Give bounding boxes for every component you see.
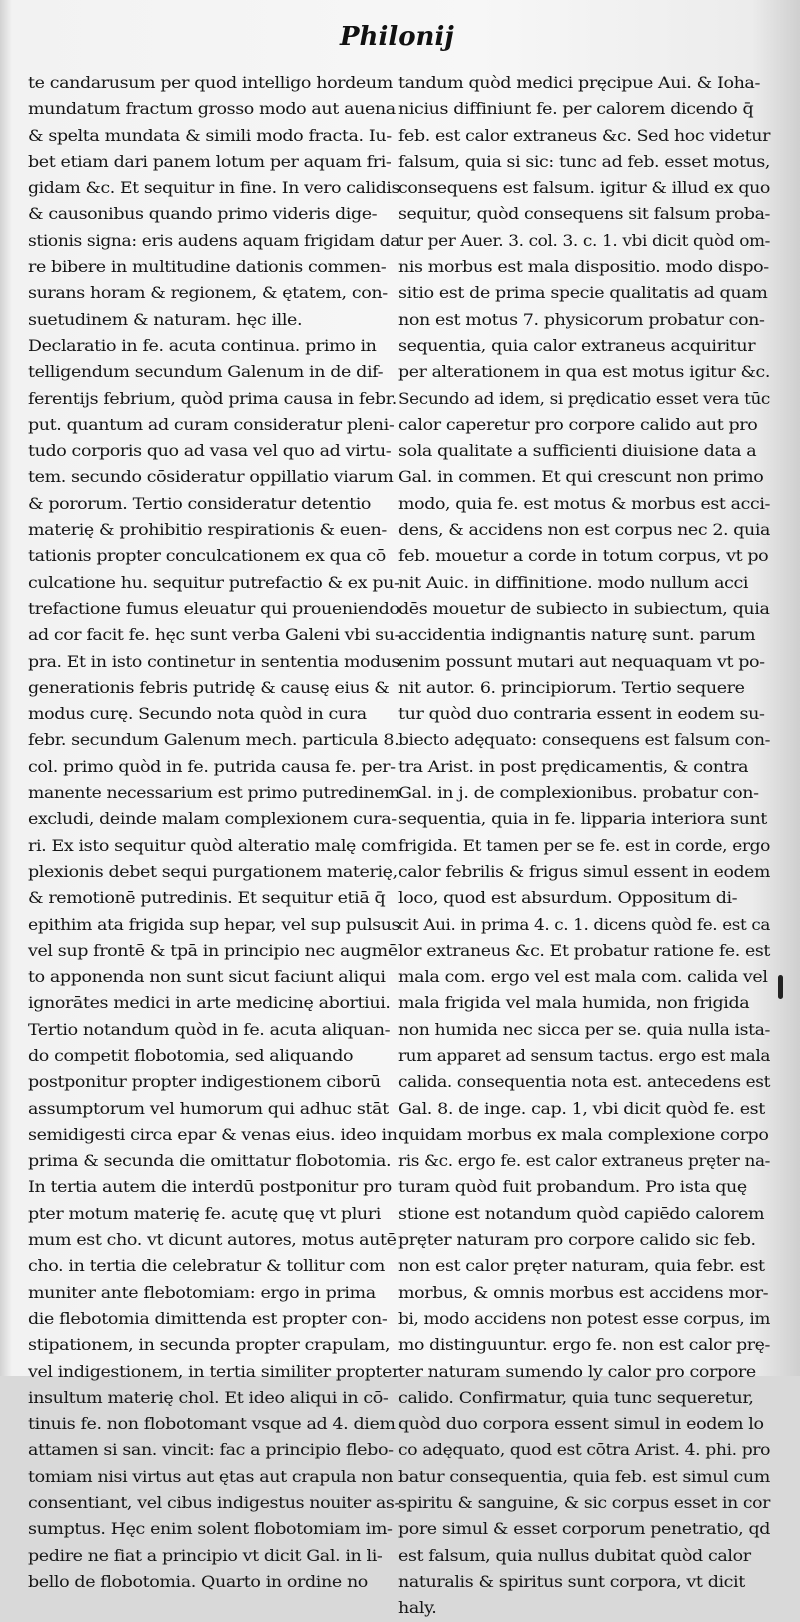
text-line: re bibere in multitudine dationis commen- <box>28 258 387 277</box>
text-line: naturalis & spiritus sunt corpora, vt dicit <box>398 1572 745 1591</box>
text-line: to apponenda non sunt sicut faciunt aliqui <box>28 968 386 987</box>
running-head: Philonij <box>340 22 454 52</box>
text-line: telligendum secundum Galenum in de dif- <box>28 363 384 382</box>
text-line: sumptus. Hęc enim solent flobotomiam im- <box>28 1520 393 1539</box>
text-line: Gal. in j. de complexionibus. probatur con- <box>398 784 759 803</box>
text-line: do competit flobotomia, sed aliquando <box>28 1046 354 1065</box>
text-line: sola qualitate a sufficienti diuisione data a <box>398 442 757 461</box>
text-line: ter naturam sumendo ly calor pro corpore <box>398 1362 756 1381</box>
text-line: Gal. in commen. Et qui crescunt non primo <box>398 468 764 487</box>
text-line: falsum, quia si sic: tunc ad feb. esset motus, <box>398 152 770 171</box>
text-line: co adęquato, quod est cōtra Arist. 4. phi. pro <box>398 1441 770 1460</box>
text-line: tur per Auer. 3. col. 3. c. 1. vbi dicit quòd om- <box>398 231 770 250</box>
text-line: dēs mouetur de subiecto in subiectum, quia <box>398 599 770 618</box>
text-line: enim possunt mutari aut nequaquam vt po- <box>398 652 765 671</box>
text-line: pore simul & esset corporum penetratio, qd <box>398 1520 770 1539</box>
text-line: surans horam & regionem, & ętatem, con- <box>28 284 388 303</box>
text-line: pręter naturam pro corpore calido sic feb. <box>398 1231 756 1250</box>
text-line: quidam morbus ex mala complexione corpo <box>398 1125 769 1144</box>
text-line: pra. Et in isto continetur in sententia modus <box>28 652 401 671</box>
text-line: biecto adęquato: consequens est falsum con- <box>398 731 770 750</box>
text-line: vel sup frontē & tpā in principio nec augmē <box>28 941 398 960</box>
text-line: trefactione fumus eleuatur qui proueniendo <box>28 599 400 618</box>
text-line: bi, modo accidens non potest esse corpus, im <box>398 1309 770 1328</box>
text-line: loco, quod est absurdum. Oppositum di- <box>398 889 738 908</box>
text-line: cit Aui. in prima 4. c. 1. dicens quòd fe. est ca <box>398 915 770 934</box>
margin-ink-mark <box>778 975 783 999</box>
text-line: est falsum, quia nullus dubitat quòd calor <box>398 1546 751 1565</box>
text-line: & pororum. Tertio consideratur detentio <box>28 494 372 513</box>
text-line: non humida nec sicca per se. quia nulla ista- <box>398 1020 770 1039</box>
text-line: sitio est de prima specie qualitatis ad quam <box>398 284 768 303</box>
text-line: epithim ata frigida sup hepar, vel sup pulsus <box>28 915 400 934</box>
text-line: Secundo ad idem, si prędicatio esset vera tūc <box>398 389 770 408</box>
text-line: consentiant, vel cibus indigestus nouiter as- <box>28 1494 400 1513</box>
text-line: calor febrilis & frigus simul essent in eodem <box>398 862 770 881</box>
text-line: Declaratio in fe. acuta continua. primo in <box>28 336 377 355</box>
text-line: calida. consequentia nota est. antecedens est <box>398 1073 770 1092</box>
text-line: tationis propter conculcationem ex qua cō <box>28 547 386 566</box>
text-line: generationis febris putridę & causę eius & <box>28 678 390 697</box>
text-line: tinuis fe. non flobotomant vsque ad 4. diem <box>28 1415 396 1434</box>
text-line: ferentijs febrium, quòd prima causa in febr. <box>28 389 397 408</box>
text-line: bello de flobotomia. Quarto in ordine no <box>28 1572 368 1591</box>
text-line: pter motum materię fe. acutę quę vt pluri <box>28 1204 381 1223</box>
text-line: consequens est falsum. igitur & illud ex quo <box>398 179 770 198</box>
left-text-column <box>28 70 400 1595</box>
text-line: feb. est calor extraneus &c. Sed hoc videtur <box>398 126 770 145</box>
text-line: assumptorum vel humorum qui adhuc stāt <box>28 1099 389 1118</box>
text-line: sequentia, quia calor extraneus acquiritur <box>398 336 756 355</box>
text-line: insultum materię chol. Et ideo aliqui in cō- <box>28 1388 389 1407</box>
text-line: gidam &c. Et sequitur in fine. In vero calidis <box>28 179 400 198</box>
text-line: feb. mouetur a corde in totum corpus, vt po <box>398 547 769 566</box>
text-line: sequitur, quòd consequens sit falsum proba- <box>398 205 770 224</box>
text-line: & remotionē putredinis. Et sequitur etiā q̄ <box>28 889 386 908</box>
text-line: suetudinem & naturam. hęc ille. <box>28 310 303 329</box>
text-line: ri. Ex isto sequitur quòd alteratio malę com <box>28 836 397 855</box>
text-line: semidigesti circa epar & venas eius. ideo in <box>28 1125 398 1144</box>
text-line: materię & prohibitio respirationis & euen- <box>28 521 387 540</box>
text-line: tandum quòd medici pręcipue Aui. & Ioha- <box>398 74 760 92</box>
text-line: lor extraneus &c. Et probatur ratione fe. est <box>398 941 770 960</box>
text-line: plexionis debet sequi purgationem materię, <box>28 862 398 881</box>
text-line: haly. <box>398 1599 437 1618</box>
text-line: nit autor. 6. principiorum. Tertio sequere <box>398 678 745 697</box>
text-line: stione est notandum quòd capiēdo calorem <box>398 1204 765 1223</box>
text-line: accidentia indignantis naturę sunt. parum <box>398 626 756 645</box>
right-text-column <box>398 70 770 1622</box>
text-line: ris &c. ergo fe. est calor extraneus pręter na- <box>398 1152 770 1171</box>
text-line: rum apparet ad sensum tactus. ergo est mala <box>398 1046 770 1065</box>
text-line: manente necessarium est primo putredinem <box>28 784 400 803</box>
text-line: vel indigestionem, in tertia similiter propter <box>28 1362 401 1381</box>
text-line: tra Arist. in post prędicamentis, & contra <box>398 757 749 776</box>
text-line: morbus, & omnis morbus est accidens mor- <box>398 1283 769 1302</box>
text-line: tem. secundo cōsideratur oppillatio viarum <box>28 468 394 487</box>
text-line: Tertio notandum quòd in fe. acuta aliquan- <box>28 1020 391 1039</box>
text-line: modus curę. Secundo nota quòd in cura <box>28 705 367 724</box>
text-line: non est motus 7. physicorum probatur con- <box>398 310 765 329</box>
text-line: & spelta mundata & simili modo fracta. Iu- <box>28 126 392 145</box>
text-line: nicius diffiniunt fe. per calorem dicendo q̄ <box>398 100 754 119</box>
text-line: mala com. ergo vel est mala com. calida vel <box>398 968 768 987</box>
text-line: tomiam nisi virtus aut ętas aut crapula non <box>28 1467 394 1486</box>
text-line: put. quantum ad curam consideratur pleni- <box>28 415 395 434</box>
text-line: mundatum fractum grosso modo aut auena <box>28 100 396 119</box>
text-line: In tertia autem die interdū postponitur pro <box>28 1178 392 1197</box>
text-line: nit Auic. in diffinitione. modo nullum acci <box>398 573 749 592</box>
text-line: ignorātes medici in arte medicinę abortiui. <box>28 994 391 1013</box>
text-line: nis morbus est mala dispositio. modo dispo- <box>398 258 769 277</box>
text-line: muniter ante flebotomiam: ergo in prima <box>28 1283 376 1302</box>
text-line: ad cor facit fe. hęc sunt verba Galeni vbi su- <box>28 626 400 645</box>
text-line: & causonibus quando primo videris dige- <box>28 205 378 224</box>
text-line: per alterationem in qua est motus igitur &c. <box>398 363 770 382</box>
text-line: pedire ne fiat a principio vt dicit Gal. in li- <box>28 1546 383 1565</box>
text-line: febr. secundum Galenum mech. particula 8. <box>28 731 400 750</box>
text-line: die flebotomia dimittenda est propter con- <box>28 1309 388 1328</box>
text-line: te candarusum per quod intelligo hordeum <box>28 74 393 92</box>
text-line: bet etiam dari panem lotum per aquam fri- <box>28 152 392 171</box>
text-line: stipationem, in secunda propter crapulam, <box>28 1336 391 1355</box>
text-line: excludi, deinde malam complexionem cura- <box>28 810 397 829</box>
text-line: mala frigida vel mala humida, non frigida <box>398 994 750 1013</box>
text-line: Gal. 8. de inge. cap. 1, vbi dicit quòd fe. est <box>398 1099 765 1118</box>
text-line: tudo corporis quo ad vasa vel quo ad virtu- <box>28 442 392 461</box>
text-line: batur consequentia, quia feb. est simul cum <box>398 1467 770 1486</box>
text-line: culcatione hu. sequitur putrefactio & ex pu- <box>28 573 400 592</box>
text-line: frigida. Et tamen per se fe. est in corde, ergo <box>398 836 770 855</box>
text-line: mo distinguuntur. ergo fe. non est calor prę- <box>398 1336 770 1355</box>
text-line: quòd duo corpora essent simul in eodem lo <box>398 1415 764 1434</box>
text-line: cho. in tertia die celebratur & tollitur com <box>28 1257 385 1276</box>
text-line: turam quòd fuit probandum. Pro ista quę <box>398 1178 747 1197</box>
text-line: calido. Confirmatur, quia tunc sequeretur, <box>398 1388 754 1407</box>
text-line: postponitur propter indigestionem ciborū <box>28 1073 381 1092</box>
text-line: tur quòd duo contraria essent in eodem su- <box>398 705 765 724</box>
text-line: calor caperetur pro corpore calido aut pro <box>398 415 758 434</box>
text-line: stionis signa: eris audens aquam frigidam da <box>28 231 401 250</box>
text-line: prima & secunda die omittatur flobotomia. <box>28 1152 392 1171</box>
text-line: col. primo quòd in fe. putrida causa fe. per- <box>28 757 396 776</box>
text-line: non est calor pręter naturam, quia febr. est <box>398 1257 765 1276</box>
text-line: sequentia, quia in fe. lipparia interiora sunt <box>398 810 767 829</box>
text-line: spiritu & sanguine, & sic corpus esset in cor <box>398 1494 770 1513</box>
text-line: mum est cho. vt dicunt autores, motus autē <box>28 1231 397 1250</box>
text-line: modo, quia fe. est motus & morbus est acci- <box>398 494 770 513</box>
text-line: attamen si san. vincit: fac a principio flebo- <box>28 1441 394 1460</box>
text-line: dens, & accidens non est corpus nec 2. quia <box>398 521 770 540</box>
